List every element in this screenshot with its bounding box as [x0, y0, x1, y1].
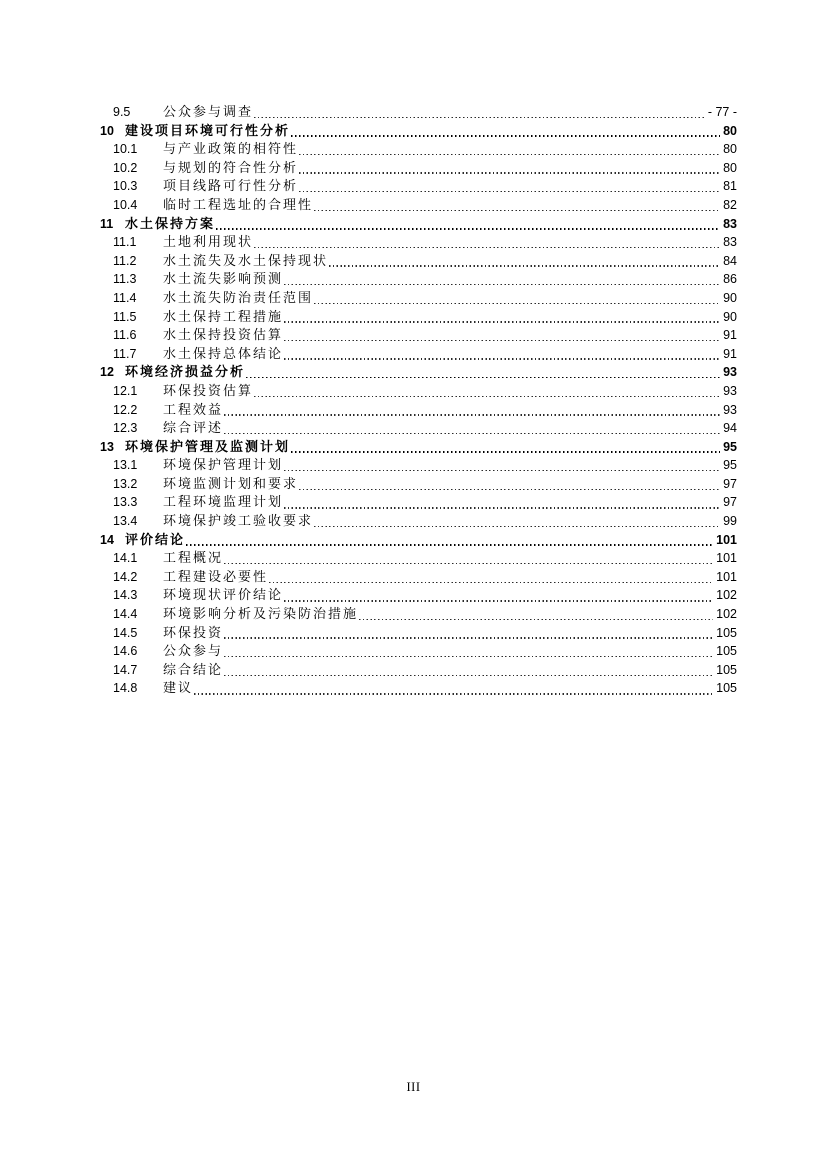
toc-entry-page: 102	[716, 607, 737, 622]
toc-entry-title: 环境保护管理及监测计划	[125, 438, 291, 454]
toc-entry-page: 94	[723, 421, 737, 436]
toc-entry-title: 水土保持工程措施	[163, 308, 284, 324]
toc-entry-page: 81	[723, 179, 737, 194]
toc-entry-title: 水土保持总体结论	[163, 345, 284, 361]
toc-dot-leader	[246, 377, 720, 379]
page-footer	[0, 1080, 827, 1095]
toc-entry-number: 12.2	[113, 402, 138, 417]
toc-entry-page: 80	[723, 123, 737, 138]
toc-entry-page: 93	[723, 383, 737, 398]
toc-dot-leader	[224, 414, 720, 415]
toc-entry[interactable]	[100, 475, 737, 494]
toc-entry-page: 93	[723, 365, 737, 380]
toc-entry[interactable]	[100, 308, 737, 327]
toc-entry-number: 13.4	[113, 514, 138, 529]
toc-entry[interactable]	[100, 419, 737, 438]
toc-dot-leader	[269, 582, 713, 583]
toc-entry-number: 12	[100, 365, 114, 380]
toc-entry-title: 环境经济损益分析	[125, 364, 246, 380]
toc-entry-title: 水土流失及水土保持现状	[163, 252, 329, 268]
toc-entry-number: 9.5	[113, 105, 131, 119]
toc-entry[interactable]	[100, 233, 737, 252]
toc-entry-number: 11.2	[113, 253, 137, 268]
toc-dot-leader	[284, 470, 720, 471]
toc-entry[interactable]	[100, 382, 737, 401]
toc-dot-leader	[284, 284, 720, 285]
toc-entry-title: 综合结论	[163, 661, 224, 677]
toc-entry[interactable]	[100, 363, 737, 382]
toc-dot-leader	[291, 135, 720, 137]
toc-dot-leader	[224, 637, 713, 638]
toc-entry-title: 环保投资	[163, 624, 224, 640]
toc-dot-leader	[314, 526, 720, 527]
toc-entry-title: 工程效益	[163, 401, 224, 417]
toc-entry-number: 10.3	[113, 179, 138, 194]
toc-entry[interactable]	[100, 624, 737, 643]
toc-entry-page: 101	[716, 532, 737, 547]
toc-entry-title: 与规划的符合性分析	[163, 159, 299, 175]
toc-dot-leader	[284, 600, 713, 601]
toc-entry-number: 14.3	[113, 588, 138, 603]
toc-dot-leader	[254, 247, 720, 248]
toc-entry[interactable]	[100, 140, 737, 159]
toc-dot-leader	[194, 693, 713, 694]
toc-entry[interactable]	[100, 215, 737, 234]
toc-dot-leader	[314, 303, 720, 304]
toc-entry-title: 公众参与	[163, 643, 224, 659]
toc-entry-number: 13.3	[113, 495, 138, 510]
toc-entry-page: 90	[723, 290, 737, 305]
toc-entry-number: 13.1	[113, 458, 138, 473]
toc-entry-title: 环境监测计划和要求	[163, 475, 299, 491]
table-of-contents	[100, 103, 737, 698]
toc-dot-leader	[224, 656, 713, 657]
toc-entry-title: 水土保持投资估算	[163, 327, 284, 343]
toc-entry-page: 99	[723, 514, 737, 529]
toc-entry-page: 91	[723, 346, 737, 361]
toc-entry-number: 14.2	[113, 569, 138, 584]
toc-entry-number: 11.1	[113, 235, 137, 250]
toc-entry[interactable]	[100, 289, 737, 308]
toc-entry-number: 10	[100, 123, 114, 138]
toc-entry-number: 14.8	[113, 681, 138, 696]
toc-entry[interactable]	[100, 531, 737, 550]
toc-entry-title: 项目线路可行性分析	[163, 178, 299, 194]
toc-entry-page: 83	[723, 235, 737, 250]
toc-dot-leader	[224, 675, 713, 676]
toc-dot-leader	[299, 191, 720, 192]
toc-dot-leader	[314, 210, 720, 211]
toc-entry-number: 14.7	[113, 662, 138, 677]
toc-entry-page: 80	[723, 160, 737, 175]
toc-entry-number: 11.5	[113, 309, 137, 324]
toc-entry-page: 84	[723, 253, 737, 268]
toc-entry-title: 环境现状评价结论	[163, 587, 284, 603]
toc-dot-leader	[291, 451, 720, 453]
toc-entry[interactable]	[100, 456, 737, 475]
toc-entry-number: 13	[100, 439, 114, 454]
toc-dot-leader	[254, 396, 720, 397]
toc-dot-leader	[299, 489, 720, 490]
toc-entry[interactable]	[100, 252, 737, 271]
toc-dot-leader	[284, 321, 720, 322]
toc-entry-number: 14	[100, 532, 114, 547]
toc-entry-title: 临时工程选址的合理性	[163, 196, 314, 212]
toc-entry-title: 建设项目环境可行性分析	[125, 122, 291, 138]
toc-entry-number: 11.7	[113, 346, 137, 361]
toc-entry-page: 101	[716, 569, 737, 584]
toc-entry[interactable]	[100, 438, 737, 457]
toc-dot-leader	[299, 172, 720, 173]
toc-entry-page: 101	[716, 551, 737, 566]
toc-entry[interactable]	[100, 549, 737, 568]
toc-entry-page: 82	[723, 197, 737, 212]
toc-entry-number: 12.3	[113, 421, 138, 436]
toc-entry-number: 14.5	[113, 625, 138, 640]
toc-entry[interactable]	[100, 568, 737, 587]
toc-entry-number: 13.2	[113, 476, 138, 491]
toc-entry[interactable]	[100, 493, 737, 512]
toc-entry[interactable]	[100, 159, 737, 178]
toc-entry-title: 工程环境监理计划	[163, 494, 284, 510]
toc-entry-title: 公众参与调查	[163, 104, 254, 119]
toc-entry-page: 93	[723, 402, 737, 417]
toc-entry-number: 10.2	[113, 160, 138, 175]
toc-entry-title: 水土流失防治责任范围	[163, 289, 314, 305]
toc-entry-number: 14.6	[113, 644, 138, 659]
toc-entry-page: - 77 -	[707, 105, 737, 119]
toc-entry-number: 12.1	[113, 383, 138, 398]
toc-entry-number: 10.4	[113, 197, 138, 212]
toc-entry[interactable]	[100, 103, 737, 122]
toc-entry-title: 环保投资估算	[163, 382, 254, 398]
toc-entry-page: 102	[716, 588, 737, 603]
toc-entry-page: 105	[716, 644, 737, 659]
toc-dot-leader	[216, 228, 720, 230]
footer-page-number: III	[406, 1080, 421, 1094]
toc-dot-leader	[186, 544, 713, 546]
toc-entry[interactable]	[100, 401, 737, 420]
toc-entry-page: 95	[723, 458, 737, 473]
toc-entry-page: 80	[723, 142, 737, 157]
toc-entry-number: 10.1	[113, 142, 138, 157]
toc-dot-leader	[359, 619, 713, 620]
toc-entry-title: 环境保护管理计划	[163, 457, 284, 473]
toc-entry[interactable]	[100, 196, 737, 215]
toc-entry-page: 91	[723, 328, 737, 343]
toc-entry-number: 14.4	[113, 607, 138, 622]
toc-dot-leader	[329, 265, 720, 266]
toc-entry-page: 95	[723, 439, 737, 454]
toc-entry-title: 建议	[163, 680, 194, 696]
toc-entry-title: 工程概况	[163, 550, 224, 566]
toc-dot-leader	[254, 117, 705, 118]
toc-entry-number: 11.6	[113, 328, 137, 343]
toc-entry-page: 86	[723, 272, 737, 287]
toc-entry-title: 评价结论	[125, 531, 186, 547]
toc-entry-title: 水土保持方案	[125, 215, 216, 231]
toc-entry-title: 环境影响分析及污染防治措施	[163, 606, 359, 622]
toc-entry-number: 11	[100, 216, 114, 231]
toc-entry[interactable]	[100, 642, 737, 661]
toc-entry[interactable]	[100, 326, 737, 345]
toc-entry-number: 11.3	[113, 272, 137, 287]
toc-dot-leader	[224, 563, 713, 564]
toc-entry[interactable]	[100, 345, 737, 364]
toc-entry[interactable]	[100, 177, 737, 196]
toc-entry[interactable]	[100, 661, 737, 680]
toc-entry[interactable]	[100, 122, 737, 141]
toc-entry-page: 97	[723, 495, 737, 510]
toc-dot-leader	[299, 154, 720, 155]
toc-entry[interactable]	[100, 512, 737, 531]
toc-entry[interactable]	[100, 679, 737, 698]
toc-entry-page: 90	[723, 309, 737, 324]
toc-entry[interactable]	[100, 605, 737, 624]
toc-entry-title: 综合评述	[163, 420, 224, 436]
toc-entry-title: 工程建设必要性	[163, 568, 269, 584]
toc-entry-title: 水土流失影响预测	[163, 271, 284, 287]
toc-entry[interactable]	[100, 270, 737, 289]
toc-entry-number: 14.1	[113, 551, 138, 566]
toc-dot-leader	[284, 358, 720, 359]
toc-entry-title: 与产业政策的相符性	[163, 141, 299, 157]
toc-entry-page: 83	[723, 216, 737, 231]
toc-entry-number: 11.4	[113, 290, 137, 305]
toc-entry-page: 105	[716, 681, 737, 696]
toc-dot-leader	[284, 340, 720, 341]
toc-dot-leader	[284, 507, 720, 508]
toc-entry-page: 105	[716, 662, 737, 677]
toc-entry-title: 土地利用现状	[163, 234, 254, 250]
toc-entry[interactable]	[100, 586, 737, 605]
toc-entry-page: 97	[723, 476, 737, 491]
toc-dot-leader	[224, 433, 720, 434]
toc-entry-page: 105	[716, 625, 737, 640]
toc-entry-title: 环境保护竣工验收要求	[163, 513, 314, 529]
